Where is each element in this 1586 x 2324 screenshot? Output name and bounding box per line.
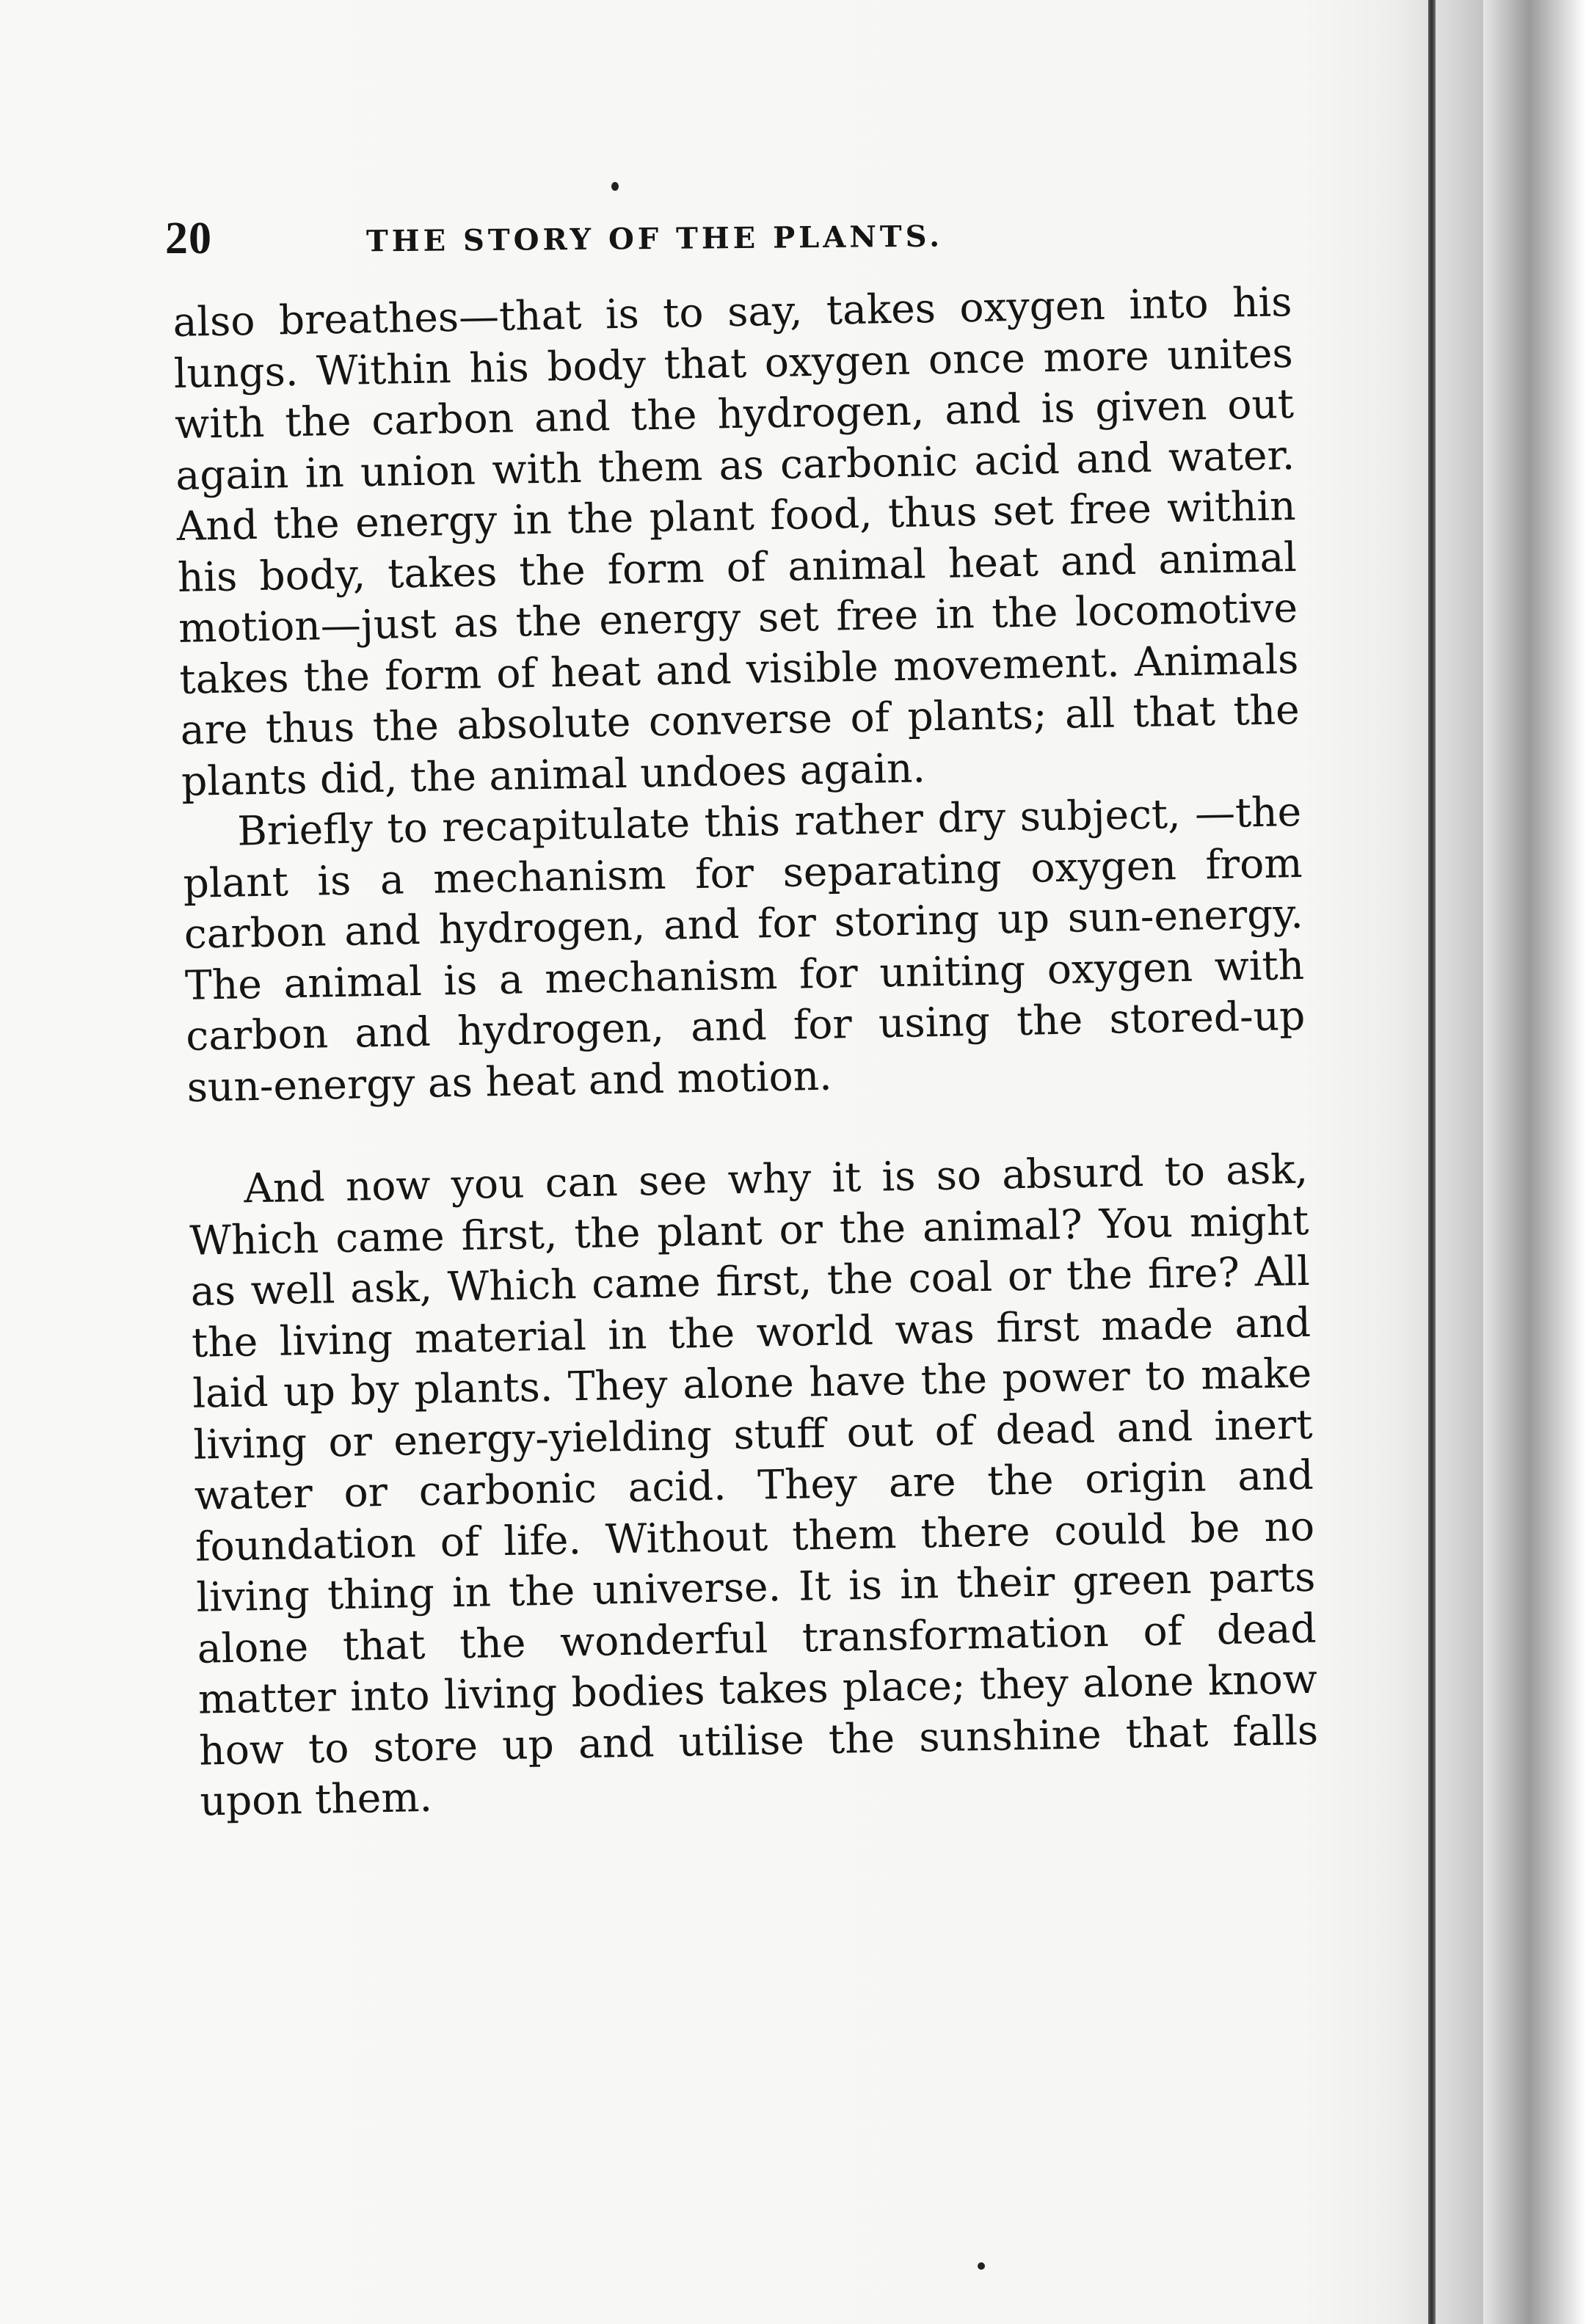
paragraph: And now you can see why it is so absurd to ask, Which came first, the plant or the animal? You might as well ask, Which came first, the coal or the fire? All the living material in the world was first made and laid up by plants. They alone have the power to make living or energy-yielding stuff out of dead and inert water or carbonic acid. They are the origin and foundation of life. Without them there could be no living thing in the universe. It is in their green parts alone that the wonderful transformation of dead matter into living bodies takes place; they alone know how to store up and utilise the sunshine that falls upon them.: [189, 1145, 1319, 1825]
ink-speck: [978, 2262, 985, 2270]
body-text: [172, 277, 1320, 1827]
running-head: THE STORY OF THE PLANTS.: [365, 219, 944, 258]
book-edge-shadow: [1483, 0, 1586, 2324]
page-number: 20: [165, 213, 212, 263]
paragraph: Briefly to recapitulate this rather dry subject, —the plant is a mechanism for separating oxygen from carbon and hydrogen, and for storing up sun-energy. The animal is a mechanism for uniting oxygen with carbon and hydrogen, and for using the stored-up sun-energy as heat and motion.: [183, 787, 1306, 1111]
book-spine-shadow: [1428, 0, 1436, 2324]
ink-speck: [611, 182, 619, 191]
page-header: [165, 209, 1288, 268]
paragraph: also breathes—that is to say, takes oxygen into his lungs. Within his body that oxygen once more unites with the carbon and the hydrogen, and is given out again in union with them as carbonic acid and water. And the energy in the plant food, thus set free within his body, takes the form of animal heat and animal motion—just as the energy set free in the locomotive takes the form of heat and visible movement. Animals are thus the absolute converse of plants; all that the plants did, the animal undoes again.: [172, 278, 1301, 805]
